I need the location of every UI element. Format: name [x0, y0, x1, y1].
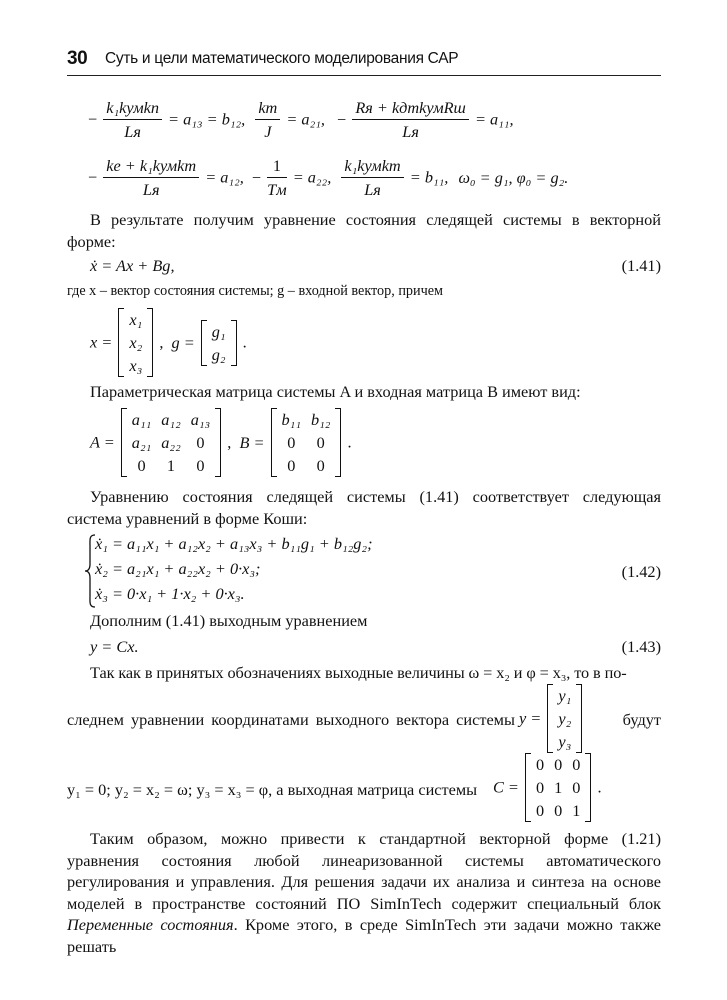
system-equation-line: ẋ₂ = a₂₁x₁ + a₂₂x₂ + 0·x₃;	[95, 559, 261, 578]
paragraph-small: где x – вектор состояния системы; g – входной вектор, причем	[67, 283, 444, 299]
equation-number: (1.42)	[621, 562, 661, 581]
matrix-cell: g₁	[211, 321, 226, 341]
paragraph-text: Таким образом, можно привести к стандартной векторной форме (1.21) уравнения состояния любой линеаризованной системы автоматического регулирования и управления. Для решения задачи их анализа и синтеза на основе моделей в пространстве состояний ПО SimInTech содержит специальный блок	[67, 829, 661, 913]
system-equation-line: ẋ₃ = 0·x₁ + 1·x₂ + 0·x₃.	[95, 584, 245, 603]
formula-rhs: = b₁₁,	[409, 167, 449, 187]
matrix-cell: a₂₂	[161, 433, 181, 452]
punctuation: .	[597, 777, 602, 797]
equation-number: (1.41)	[621, 256, 661, 275]
matrix-cell: 0	[137, 456, 146, 475]
formula-row-1	[88, 98, 648, 141]
minus-sign: −	[88, 167, 98, 187]
paragraph-text: . Кроме этого, в среде SimInTech эти задачи можно также решать	[67, 915, 661, 956]
matrix-cell: g₂	[211, 344, 226, 364]
matrix-a	[121, 408, 221, 477]
matrix-cell: 1	[166, 456, 176, 475]
paragraph: Уравнению состояния следящей системы (1.41) соответствует следующая система уравнений в форме Коши:	[67, 487, 661, 528]
matrix-g	[201, 320, 237, 366]
equation-1-41	[67, 256, 661, 278]
fraction	[103, 156, 199, 199]
running-header	[67, 48, 661, 76]
matrix-cell: b₁₂	[311, 410, 331, 429]
matrix-label: y =	[519, 708, 542, 728]
punctuation: ,	[159, 332, 164, 352]
matrix-label: B =	[239, 432, 265, 452]
paragraph: Так как в принятых обозначениях выходные величины ω = x₂ и φ = x₃, то в по-	[90, 663, 627, 682]
denominator: Lя	[124, 122, 141, 141]
paragraph-text: y₁ = 0; y₂ = x₂ = ω; y₃ = x₃ = φ, а выходная матрица системы	[67, 780, 478, 799]
matrix-cell: 0	[572, 778, 581, 797]
denominator: J	[264, 122, 272, 141]
formula-rhs: = a₂₂,	[292, 167, 332, 187]
system-equation-line: ẋ₁ = a₁₁x₁ + a₁₂x₂ + a₁₃x₃ + b₁₁g₁ + b₁₂g₂;	[95, 534, 373, 553]
punctuation: .	[347, 432, 352, 452]
punctuation: .	[242, 332, 247, 352]
matrix-cell: y₃	[558, 732, 572, 751]
matrix-cell: a₁₁	[131, 410, 152, 429]
matrix-cell: a₁₂	[161, 410, 181, 429]
matrix-cell: 0	[287, 433, 296, 452]
fraction	[267, 156, 286, 199]
denominator: Lя	[364, 180, 381, 199]
vectors-x-g	[90, 308, 490, 377]
block-name: Переменные состояния	[67, 915, 234, 934]
matrix-cell: 0	[316, 456, 325, 475]
denominator: Lя	[402, 122, 419, 141]
running-title: Суть и цели математического моделирования САР	[105, 50, 459, 67]
matrix-cell: b₁₁	[281, 410, 301, 429]
matrices-a-b	[90, 408, 490, 477]
formula-rhs: = a₂₁,	[286, 109, 325, 129]
matrix-cell: 0	[196, 456, 205, 475]
fraction	[341, 156, 403, 199]
matrix-cell: 0	[196, 433, 205, 452]
matrix-c	[525, 753, 591, 822]
matrix-cell: x₂	[129, 333, 143, 352]
equation-body: ẋ = Ax + Bg,	[90, 256, 175, 275]
formula-tail: ω₀ = g₁, φ₀ = g₂.	[458, 167, 569, 187]
fraction	[103, 98, 162, 141]
minus-sign: −	[88, 109, 98, 129]
matrix-label: g =	[171, 332, 195, 352]
matrix-label: x =	[90, 332, 113, 352]
fraction	[352, 98, 469, 141]
numerator: k₁kумkт	[341, 156, 403, 178]
minus-sign: −	[337, 109, 347, 129]
numerator: 1	[267, 156, 286, 178]
matrix-label: C =	[493, 777, 519, 797]
numerator: kт	[255, 98, 280, 120]
matrix-cell: x₃	[129, 356, 143, 375]
equation-body: y = Cx.	[90, 637, 139, 656]
paragraph-with-c-matrix	[67, 753, 661, 827]
denominator: Lя	[142, 180, 160, 199]
equation-system-1-42	[67, 534, 661, 610]
matrix-cell: 0	[287, 456, 296, 475]
matrix-cell: 0	[316, 433, 325, 452]
matrix-cell: y₁	[558, 686, 572, 705]
paragraph-text: следнем уравнении координатами выходного вектора системы	[67, 710, 515, 729]
matrix-cell: 0	[554, 755, 563, 774]
matrix-cell: 1	[572, 801, 581, 820]
paragraph-final	[67, 828, 661, 957]
paragraph: Параметрическая матрица системы A и входная матрица B имеют вид:	[90, 382, 581, 401]
formula-rhs: = a₁₃ = b₁₂,	[168, 109, 246, 129]
equation-number: (1.43)	[621, 637, 661, 656]
paragraph-with-y-vector	[67, 684, 661, 756]
fraction	[255, 98, 280, 141]
page-number: 30	[67, 48, 88, 69]
matrix-cell: 0	[572, 755, 581, 774]
paragraph: Дополним (1.41) выходным уравнением	[90, 611, 368, 630]
denominator: Tм	[267, 180, 287, 199]
matrix-cell: y₂	[558, 709, 572, 728]
minus-sign: −	[251, 167, 262, 187]
matrix-c-group	[493, 753, 602, 822]
matrix-cell: a₂₁	[131, 433, 152, 452]
matrix-cell: a₁₃	[190, 410, 211, 429]
punctuation: ,	[227, 432, 232, 452]
numerator: ke + k₁kумkт	[103, 156, 199, 178]
paragraph: В результате получим уравнение состояния следящей системы в векторной форме:	[67, 210, 661, 251]
formula-row-2	[88, 156, 648, 199]
numerator: Rя + kдтkумRш	[352, 98, 469, 120]
matrix-cell: x₁	[129, 310, 143, 329]
paragraph-text: будут	[622, 710, 661, 729]
vector-y	[519, 684, 584, 753]
matrix-cell: 0	[536, 801, 545, 820]
matrix-label: A =	[90, 432, 115, 452]
formula-rhs: = a₁₁,	[474, 109, 514, 129]
matrix-cell: 1	[554, 778, 563, 797]
matrix-cell: 0	[554, 801, 563, 820]
matrix-cell: 0	[536, 778, 545, 797]
matrix-cell: 0	[536, 755, 545, 774]
matrix-y	[547, 684, 582, 753]
matrix-x	[118, 308, 153, 377]
matrix-b	[271, 408, 342, 477]
numerator: k₁kумkп	[103, 98, 162, 120]
formula-rhs: = a₁₂,	[205, 167, 244, 187]
equation-1-43	[67, 637, 661, 659]
